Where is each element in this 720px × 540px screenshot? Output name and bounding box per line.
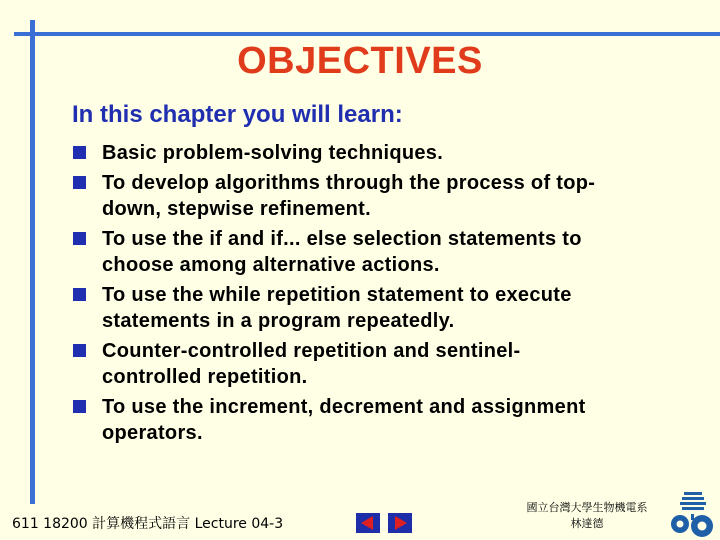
left-rule [30,20,35,504]
department-footer [507,500,667,532]
list-item [73,226,683,278]
list-item [73,338,683,390]
previous-slide-button[interactable] [356,513,380,533]
list-item [73,140,683,166]
previous-slide-icon [361,516,373,530]
square-bullet-icon [73,176,86,189]
bullet-line-1: To use the if and if... else selection statements to [102,228,582,250]
square-bullet-icon [73,232,86,245]
department-name: 國立台灣大學生物機電系 [526,501,648,514]
bullet-line-1: To use the while repetition statement to execute [102,284,572,306]
bullet-line-2: controlled repetition. [102,366,308,388]
bullet-line-1: To use the increment, decrement and assignment [102,396,586,418]
bullet-line-2: down, stepwise refinement. [102,198,371,220]
list-item [73,394,683,446]
list-item [73,282,683,334]
dept-logo-icon [668,490,716,538]
square-bullet-icon [73,400,86,413]
objectives-list [73,140,683,450]
next-slide-icon [395,516,407,530]
course-footer: 611 18200 計算機程式語言 Lecture 04-3 [12,516,284,532]
bullet-line-2: statements in a program repeatedly. [102,310,455,332]
square-bullet-icon [73,344,86,357]
bullet-line-1: Counter-controlled repetition and sentinel- [102,340,521,362]
list-item [73,170,683,222]
author-name: 林達德 [570,517,604,530]
top-rule [14,32,720,36]
bullet-line-2: choose among alternative actions. [102,254,440,276]
slide-subtitle: In this chapter you will learn: [72,101,403,128]
square-bullet-icon [73,146,86,159]
next-slide-button[interactable] [388,513,412,533]
bullet-line-1: To develop algorithms through the process of top- [102,172,596,194]
bullet-line-1: Basic problem-solving techniques. [102,142,444,164]
slide-title: OBJECTIVES [237,40,483,82]
bullet-line-2: operators. [102,422,203,444]
square-bullet-icon [73,288,86,301]
